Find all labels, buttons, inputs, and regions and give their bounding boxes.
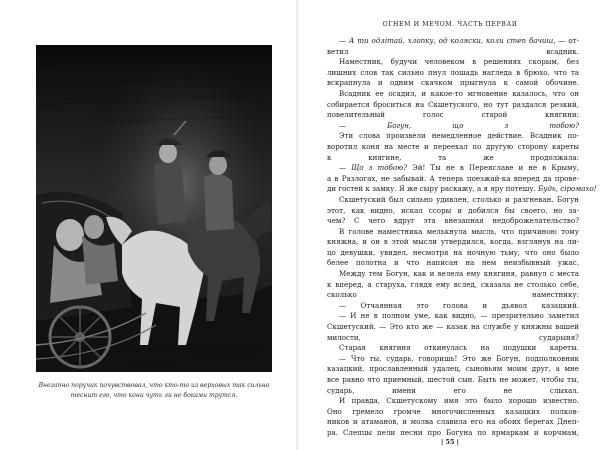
text-line (327, 375, 579, 386)
text-line (327, 311, 579, 322)
text-run: собирается броситься на Скшетуского, но тут раздался резкий, (327, 99, 579, 109)
text-run: к вперед, а старуха, глядя ему вслед, сказала не столько себе, (327, 279, 579, 289)
italic-run: А ти одлітай, хлопку, од коляски, коли степ бачиш (349, 36, 554, 45)
text-run: повелительный голос старой княгини: (327, 110, 579, 120)
text-run: , — от- (553, 36, 580, 45)
text-line (327, 396, 579, 407)
text-run: Оно гремело громче многочисленных казацких полков- (327, 406, 579, 416)
text-line (327, 428, 579, 439)
text-line (327, 333, 579, 344)
text-run: Старая княгиня откинулась на подушки кареты. (339, 343, 579, 353)
italic-run: Богун, що з тобою? (387, 120, 579, 130)
page-number: | 55 | (441, 438, 459, 446)
text-line (327, 237, 579, 248)
text-run: сколько наместнику: (327, 290, 579, 300)
text-run: Эй! Ты не в Переяславе и не в Крыму, (407, 163, 579, 173)
left-page (0, 0, 296, 450)
italic-run: Що з тобою? (351, 163, 408, 173)
caption-line: теснит его, что кони чуть ли не боками трутся. (70, 391, 238, 399)
text-run: В голове наместника мелькнула мысль, что причиною тому (339, 226, 579, 236)
text-run: этот, как видно, искал ссоры и добился бы своего, но за- (327, 205, 579, 215)
text-run: ников и атаманов, и молва славила его на обоих берегах Днеп- (327, 417, 579, 427)
text-line (327, 184, 597, 195)
caption-line: Внезапно поручик почувствовал, что кто-то из верховых так сильно (38, 382, 270, 389)
text-line (327, 290, 579, 301)
text-run: вскрапнула и одним скачком прыгнула к самой обочине. (327, 78, 579, 88)
text-line (327, 89, 579, 100)
text-run: сударь, имени его не слыхал. (327, 385, 579, 395)
text-run: воротил коня на месте и переехал по другую сторону кареты (327, 141, 579, 151)
text-run: Наместник, будучи человеком в решениях скорым, без (339, 57, 579, 67)
text-run: ди гостей к замку. Я же сыру раскажу, а я яру потешу. (327, 184, 539, 194)
text-line (327, 36, 579, 47)
text-line (327, 153, 579, 164)
text-line (327, 258, 579, 269)
text-line (327, 269, 579, 280)
text-line (327, 174, 579, 185)
text-run: белее полотна и что написан на нем неизбывный ужас. (327, 258, 579, 268)
text-run: — (339, 120, 388, 130)
text-run: — Что ты, сударь, говоришь! Это же Богун, подполковник (339, 353, 579, 363)
body-text (327, 36, 597, 439)
text-line (327, 195, 579, 206)
italic-run: Будь, сіромахо! (538, 184, 597, 194)
text-run: милости, сударыня? (327, 332, 579, 342)
running-head: ОГНЕМ И МЕЧОМ. ЧАСТЬ ПЕРВАЯ (382, 21, 518, 28)
text-line (327, 110, 579, 121)
text-line (327, 417, 579, 428)
horsemen-carriage-engraving (36, 45, 272, 372)
text-run: Эти слова произвели немедленное действие. Всадник по- (339, 131, 579, 141)
text-line (327, 121, 579, 132)
text-run: к княгине, та же продолжала: (327, 152, 579, 162)
text-run: Скшетуский был сильно удивлен, столько и разгневан. Богун (339, 194, 579, 204)
text-run: чем? С чего вдруг эта внезапная недоброжелательство? (327, 216, 579, 226)
text-line (327, 354, 579, 365)
text-line (327, 47, 579, 58)
text-run: ветил всадник. (327, 46, 579, 56)
text-run: — Отчаянная это голова и дьявол казацкий. (339, 300, 579, 310)
text-line (327, 248, 579, 259)
text-line (327, 227, 579, 238)
text-line (327, 142, 579, 153)
text-run: — (339, 163, 352, 173)
text-line (327, 322, 579, 333)
text-run: Всадник ее осадил, и какое-то мгновение казалось, что он (339, 88, 579, 98)
text-run: — (339, 36, 350, 45)
text-line (327, 163, 579, 174)
text-line (327, 280, 579, 291)
text-run: — И не в полном уме, как видно, — презрительно заметил (339, 311, 579, 321)
text-line (327, 100, 579, 111)
text-line (327, 216, 579, 227)
text-line (327, 206, 579, 217)
text-line (327, 57, 579, 68)
text-line (327, 131, 579, 142)
text-line (327, 343, 579, 354)
text-line (327, 386, 579, 397)
illustration-caption (30, 381, 278, 400)
text-line (327, 68, 579, 79)
text-line (327, 364, 579, 375)
text-line (327, 301, 579, 312)
text-run: лишних слов так сильно пнул лошадь нагледа в брюхо, что та (327, 67, 579, 77)
text-run: все равно что приемный, шестой сын. Быть не может, чтобы ты, (327, 375, 579, 384)
text-run: а в Разлогах, не забывай. А теперь поезжай-ка вперед да прове- (327, 173, 579, 183)
text-run: ра. Слепцы пели песни про Богуна по ярмаркам и корчмам, (327, 427, 579, 437)
text-run: казацкий, прославленный удалец, сыновьям моим друг, а мне (327, 364, 579, 374)
text-run: И правда, Скшетускому имя это было хорошо известно. (339, 396, 579, 406)
engraving-illustration (36, 45, 272, 372)
text-run: Между тем Богун, как и велела ему княгиня, равнул с места (339, 269, 579, 279)
right-page (300, 0, 600, 450)
text-run: цо девушки, увидел, несмотря на ночную тьму, что оно было (327, 247, 579, 257)
text-line (327, 407, 579, 418)
text-line (327, 78, 579, 89)
text-run: Скшетуский. — Это кто же — казак на службе у княжны вашей (327, 322, 579, 332)
text-run: княжна, и он в этой мысли утвердился, когда, взглянув на ли- (327, 237, 579, 247)
